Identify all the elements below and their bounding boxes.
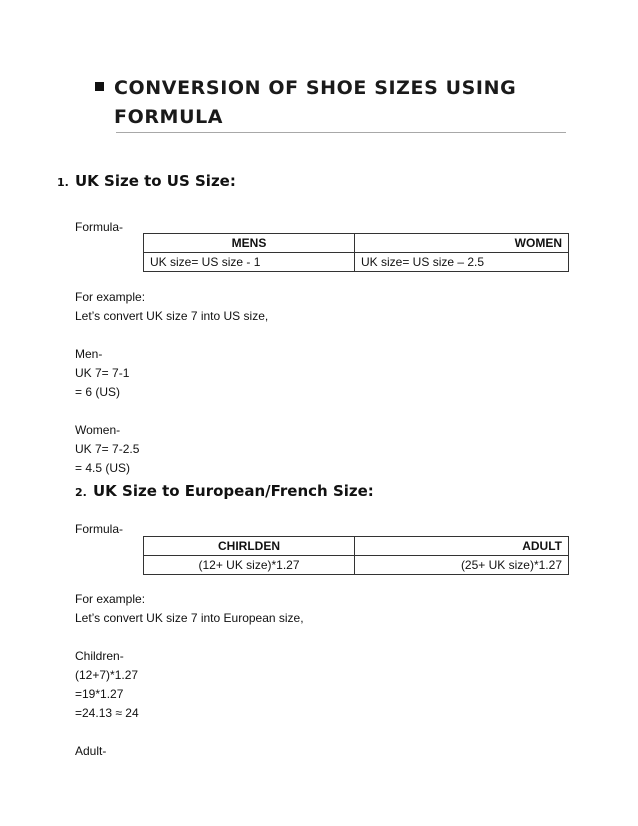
children-result-line: =24.13 ≈ 24 (75, 706, 139, 720)
table-header-cell: CHIRLDEN (144, 537, 355, 556)
table-row (144, 253, 569, 272)
table-cell: UK size= US size – 2.5 (355, 253, 569, 272)
heading-line-2: FORMULA (114, 106, 224, 128)
square-bullet-icon (95, 82, 104, 91)
example-text: Let’s convert UK size 7 into US size, (75, 309, 269, 323)
table-header-row (144, 234, 569, 253)
table-cell: (25+ UK size)*1.27 (355, 556, 569, 575)
section-2-number: 2. (75, 486, 87, 499)
table-header-cell: WOMEN (355, 234, 569, 253)
section-2-formula-label: Formula- (75, 522, 124, 536)
document-heading (96, 74, 566, 132)
section-2-title: UK Size to European/French Size: (93, 482, 374, 500)
children-label: Children- (75, 649, 124, 663)
men-label: Men- (75, 347, 103, 361)
heading-underline (116, 132, 566, 133)
section-2-example-block (75, 590, 304, 761)
example-label: For example: (75, 592, 146, 606)
table-row (144, 556, 569, 575)
section-1-title: UK Size to US Size: (75, 172, 236, 190)
adult-label: Adult- (75, 744, 107, 758)
table-header-cell: MENS (144, 234, 355, 253)
children-calc-line-2: =19*1.27 (75, 687, 124, 701)
heading-line-1: CONVERSION OF SHOE SIZES USING (114, 77, 517, 99)
table-header-cell: ADULT (355, 537, 569, 556)
women-calc-line: UK 7= 7-2.5 (75, 442, 140, 456)
children-calc-line-1: (12+7)*1.27 (75, 668, 139, 682)
section-1-heading (57, 172, 236, 190)
women-label: Women- (75, 423, 121, 437)
section-1-formula-label: Formula- (75, 220, 124, 234)
section-1-number: 1. (57, 176, 69, 189)
section-2-formula-table (143, 536, 569, 575)
men-result-line: = 6 (US) (75, 385, 121, 399)
section-2-heading (75, 482, 374, 500)
section-1-example-block (75, 288, 268, 478)
men-calc-line: UK 7= 7-1 (75, 366, 130, 380)
example-label: For example: (75, 290, 146, 304)
section-1-formula-table (143, 233, 569, 272)
example-text: Let’s convert UK size 7 into European size, (75, 611, 304, 625)
women-result-line: = 4.5 (US) (75, 461, 131, 475)
table-cell: UK size= US size - 1 (144, 253, 355, 272)
table-header-row (144, 537, 569, 556)
table-cell: (12+ UK size)*1.27 (144, 556, 355, 575)
